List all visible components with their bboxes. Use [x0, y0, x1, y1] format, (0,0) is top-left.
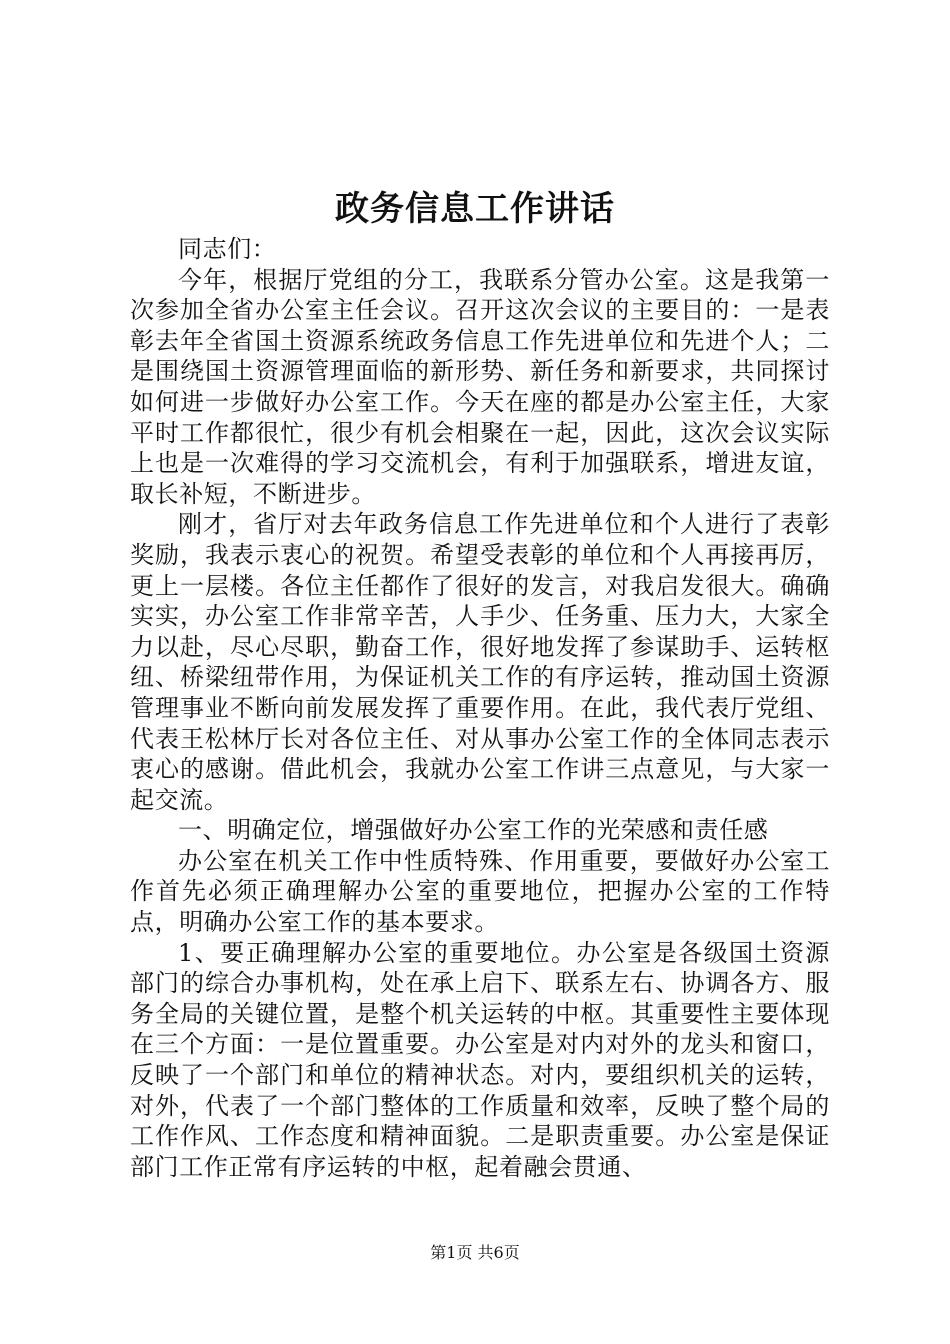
body-paragraph: 今年，根据厅党组的分工，我联系分管办公室。这是我第一次参加全省办公室主任会议。召开这次会议的主要目的：一是表彰去年全省国土资源系统政务信息工作先进单位和先进个人；二是围绕国土资源管理面临的新形势、新任务和新要求，共同探讨如何进一步做好办公室工作。今天在座的都是办公室主任，大家平时工作都很忙，很少有机会相聚在一起，因此，这次会议实际上也是一次难得的学习交流机会，有利于加强联系，增进友谊，取长补短，不断进步。 — [130, 265, 830, 508]
body-paragraph: 办公室在机关工作中性质特殊、作用重要，要做好办公室工作首先必须正确理解办公室的重要地位，把握办公室的工作特点，明确办公室工作的基本要求。 — [130, 846, 830, 937]
salutation: 同志们： — [178, 235, 277, 263]
page-number-footer: 第1页 共6页 — [430, 1243, 520, 1262]
body-paragraph: 刚才，省厅对去年政务信息工作先进单位和个人进行了表彰奖励，我表示衷心的祝贺。希望受表彰的单位和个人再接再厉，更上一层楼。各位主任都作了很好的发言，对我启发很大。确确实实，办公室工作非常辛苦，人手少、任务重、压力大，大家全力以赴，尽心尽职，勤奋工作，很好地发挥了参谋助手、运转枢纽、桥梁纽带作用，为保证机关工作的有序运转，推动国土资源管理事业不断向前发展发挥了重要作用。在此，我代表厅党组、代表王松林厅长对各位主任、对从事办公室工作的全体同志表示衷心的感谢。借此机会，我就办公室工作讲三点意见，与大家一起交流。 — [130, 510, 830, 814]
document-title: 政务信息工作讲话 — [335, 189, 615, 229]
section-heading: 一、明确定位，增强做好办公室工作的光荣感和责任感 — [178, 816, 769, 845]
body-paragraph: 1、要正确理解办公室的重要地位。办公室是各级国土资源部门的综合办事机构，处在承上启下、联系左右、协调各方、服务全局的关键位置，是整个机关运转的中枢。其重要性主要体现在三个方面：一是位置重要。办公室是对内对外的龙头和窗口，反映了一个部门和单位的精神状态。对内，要组织机关的运转，对外，代表了一个部门整体的工作质量和效率，反映了整个局的工作作风、工作态度和精神面貌。二是职责重要。办公室是保证部门工作正常有序运转的中枢，起着融会贯通、 — [130, 938, 830, 1181]
document-body — [130, 234, 830, 1182]
